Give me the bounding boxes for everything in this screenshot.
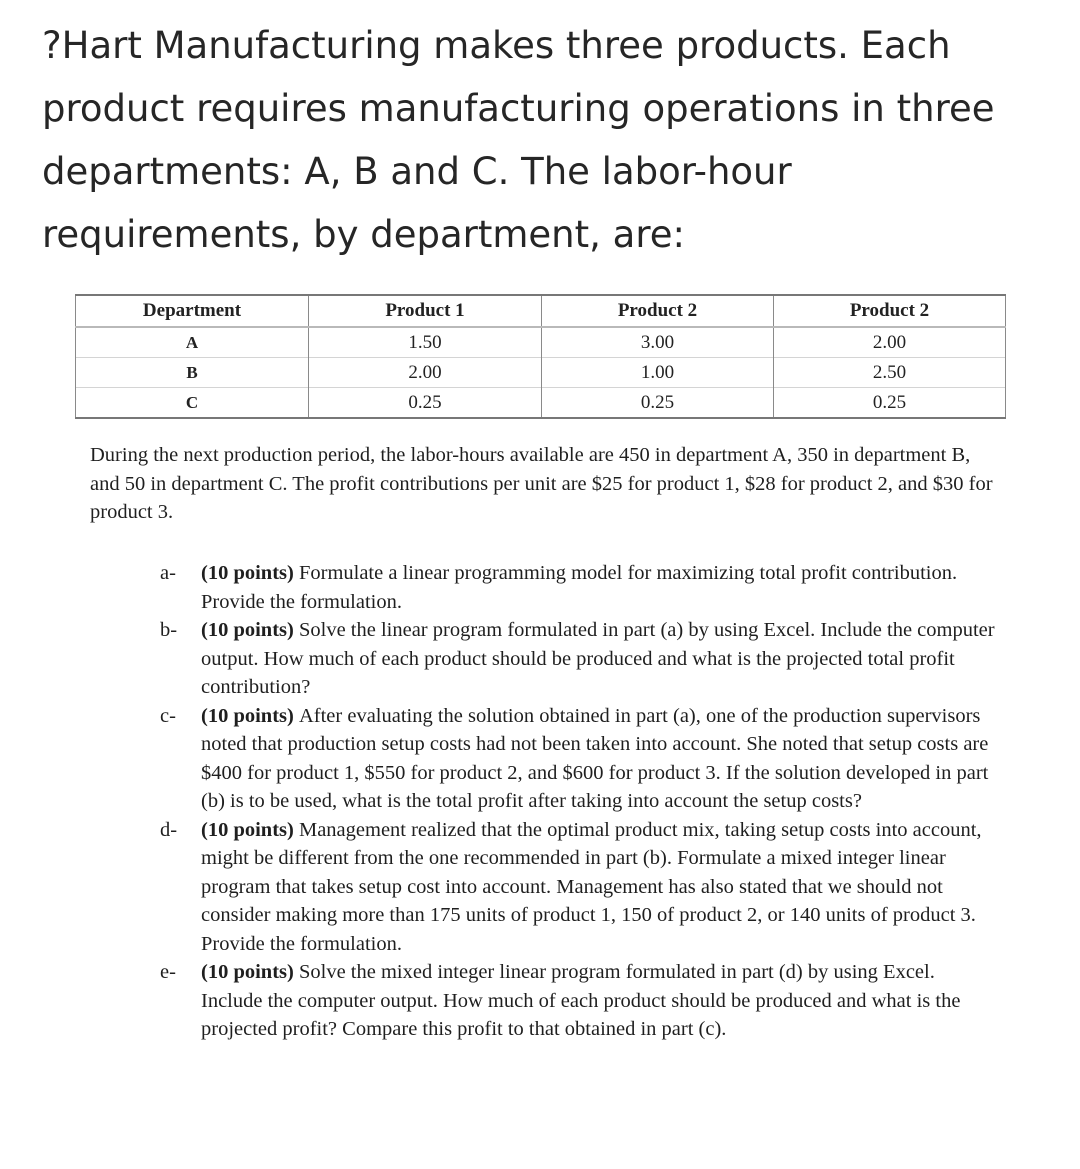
table-cell: 1.50 <box>309 327 542 358</box>
table-cell: B <box>76 358 309 388</box>
table-cell: 0.25 <box>774 388 1006 419</box>
question-item <box>160 559 1000 616</box>
table-cell: 2.00 <box>774 327 1006 358</box>
question-text: Formulate a linear programming model for maximizing total profit contribution. Provide the formulation. <box>201 562 958 613</box>
table-row <box>76 358 1006 388</box>
column-header: Department <box>76 295 309 327</box>
column-header: Product 1 <box>309 295 542 327</box>
question-text: Solve the linear program formulated in part (a) by using Excel. Include the computer output. How much of each product should be produced and what is the projected total profit contribution? <box>201 619 995 698</box>
question-text: After evaluating the solution obtained in part (a), one of the production supervisors noted that production setup costs had not been taken into account. She noted that setup costs are $400 for product 1, $550 for product 2, and $600 for product 3. If the solution developed in part (b) is to be used, what is the total profit after taking into account the setup costs? <box>201 704 989 812</box>
problem-heading: ?Hart Manufacturing makes three products. Each product requires manufacturing operations in three departments: A, B and C. The labor-hour requirements, by department, are: <box>42 24 995 256</box>
table-cell: 2.50 <box>774 358 1006 388</box>
problem-paragraph: During the next production period, the labor-hours available are 450 in department A, 350 in department B, and 50 in department C. The profit contributions per unit are $25 for product 1, $28 for product 2, and $30 for product 3. <box>90 444 993 523</box>
column-header: Product 2 <box>774 295 1006 327</box>
table-cell: C <box>76 388 309 419</box>
table-cell: 2.00 <box>309 358 542 388</box>
question-list <box>160 559 1000 1044</box>
table-row <box>76 388 1006 419</box>
question-item <box>160 816 1000 959</box>
question-points: (10 points) <box>201 961 299 983</box>
question-text: Management realized that the optimal product mix, taking setup costs into account, might be different from the one recommended in part (b). Formulate a mixed integer linear program that takes setup cost into account. Management has also stated that we should not consider making more than 175 units of product 1, 150 of product 2, or 140 units of product 3. Provide the formulation. <box>201 818 982 955</box>
question-label: e- <box>160 961 176 983</box>
question-item <box>160 702 1000 816</box>
column-header: Product 2 <box>542 295 774 327</box>
table-header-row <box>76 295 1006 327</box>
question-points: (10 points) <box>201 818 299 841</box>
question-points: (10 points) <box>201 619 299 641</box>
question-label: a- <box>160 562 176 584</box>
table-cell: 3.00 <box>542 327 774 358</box>
question-item <box>160 958 1000 1044</box>
question-label: d- <box>160 818 178 841</box>
question-points: (10 points) <box>201 704 299 727</box>
question-item <box>160 616 1000 702</box>
question-text: Solve the mixed integer linear program formulated in part (d) by using Excel. Include the computer output. How much of each product should be produced and what is the projected profit? Compare this profit to that obtained in part (c). <box>201 961 961 1040</box>
table-cell: 1.00 <box>542 358 774 388</box>
labor-hours-table <box>75 294 1006 419</box>
table-cell: A <box>76 327 309 358</box>
question-label: b- <box>160 619 178 641</box>
table-cell: 0.25 <box>309 388 542 419</box>
table-cell: 0.25 <box>542 388 774 419</box>
question-points: (10 points) <box>201 562 299 584</box>
table-row <box>76 327 1006 358</box>
question-label: c- <box>160 704 176 727</box>
